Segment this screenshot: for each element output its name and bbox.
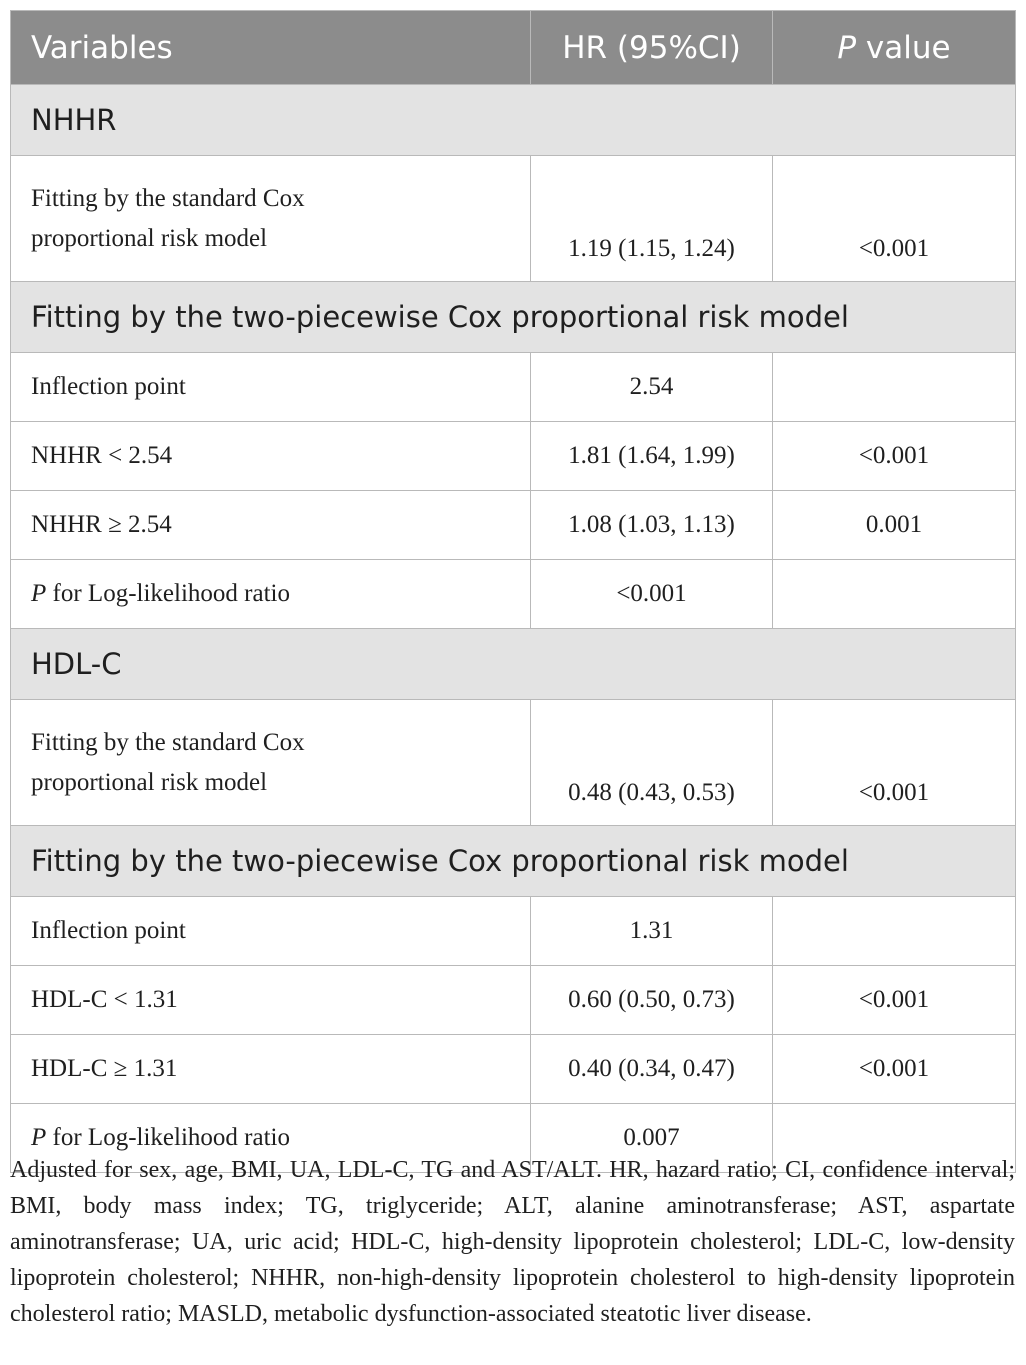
- header-p-italic: P: [837, 29, 857, 66]
- table-footnote: Adjusted for sex, age, BMI, UA, LDL-C, TG and AST/ALT. HR, hazard ratio; CI, confidence interval; BMI, body mass index; TG, triglyceride; ALT, alanine aminotransferase; AST, aspartate aminotransferase; UA, uric acid; HDL-C, high-density lipoprotein cholesterol; LDL-C, low-density lipoprotein cholesterol; NHHR, non-high-density lipoprotein cholesterol to high-density lipoprotein cholesterol ratio; MASLD, metabolic dysfunction-associated steatotic liver disease.: [10, 1157, 1015, 1327]
- section-title: HDL-C: [11, 629, 1016, 700]
- table-row: [11, 897, 1016, 966]
- row-hr: 0.007: [531, 1104, 773, 1173]
- table-row: [11, 491, 1016, 560]
- row-hr: 0.48 (0.43, 0.53): [531, 700, 773, 826]
- table-row: [11, 966, 1016, 1035]
- row-label: [11, 700, 531, 826]
- row-label: HDL-C < 1.31: [11, 966, 531, 1035]
- row-p: <0.001: [773, 700, 1016, 826]
- row-label-rest: for Log-likelihood ratio: [46, 580, 290, 607]
- header-p-value: [773, 11, 1016, 85]
- row-label: Inflection point: [11, 897, 531, 966]
- row-p: <0.001: [773, 966, 1016, 1035]
- table-row: [11, 422, 1016, 491]
- row-p: 0.001: [773, 491, 1016, 560]
- section-row-nhhr: [11, 85, 1016, 156]
- row-label-rest: for Log-likelihood ratio: [46, 1124, 290, 1151]
- row-label-line1: Fitting by the standard Cox: [31, 728, 305, 756]
- row-p: <0.001: [773, 422, 1016, 491]
- header-hr: HR (95%CI): [531, 11, 773, 85]
- row-label: [11, 156, 531, 282]
- row-hr: 1.81 (1.64, 1.99): [531, 422, 773, 491]
- row-p: <0.001: [773, 156, 1016, 282]
- row-hr: 0.40 (0.34, 0.47): [531, 1035, 773, 1104]
- section-title: NHHR: [11, 85, 1016, 156]
- row-p: [773, 353, 1016, 422]
- section-row-hdl-c: [11, 629, 1016, 700]
- subsection-row: [11, 826, 1016, 897]
- table-header-row: [11, 11, 1016, 85]
- row-hr: 1.31: [531, 897, 773, 966]
- table-row: [11, 156, 1016, 282]
- row-hr: 2.54: [531, 353, 773, 422]
- row-label: HDL-C ≥ 1.31: [11, 1035, 531, 1104]
- row-hr: 0.60 (0.50, 0.73): [531, 966, 773, 1035]
- table-row: [11, 353, 1016, 422]
- row-label-line2: proportional risk model: [31, 224, 268, 252]
- row-p: [773, 897, 1016, 966]
- results-table: [10, 10, 1016, 1173]
- row-hr: 1.08 (1.03, 1.13): [531, 491, 773, 560]
- row-p: [773, 560, 1016, 629]
- header-p-rest: value: [856, 29, 951, 66]
- row-label: NHHR ≥ 2.54: [11, 491, 531, 560]
- row-label: [11, 560, 531, 629]
- table-row: [11, 700, 1016, 826]
- row-label-italic: P: [31, 580, 47, 607]
- row-label: Inflection point: [11, 353, 531, 422]
- subsection-title: Fitting by the two-piecewise Cox proportional risk model: [11, 282, 1016, 353]
- row-label-line1: Fitting by the standard Cox: [31, 184, 305, 212]
- row-hr: 1.19 (1.15, 1.24): [531, 156, 773, 282]
- row-hr: <0.001: [531, 560, 773, 629]
- header-variables: Variables: [11, 11, 531, 85]
- table-row: [11, 1035, 1016, 1104]
- subsection-row: [11, 282, 1016, 353]
- row-label-line2: proportional risk model: [31, 768, 268, 796]
- table-row: [11, 560, 1016, 629]
- row-p: <0.001: [773, 1035, 1016, 1104]
- row-label: NHHR < 2.54: [11, 422, 531, 491]
- row-label-italic: P: [31, 1124, 47, 1151]
- results-table-container: [10, 10, 1015, 1173]
- subsection-title: Fitting by the two-piecewise Cox proportional risk model: [11, 826, 1016, 897]
